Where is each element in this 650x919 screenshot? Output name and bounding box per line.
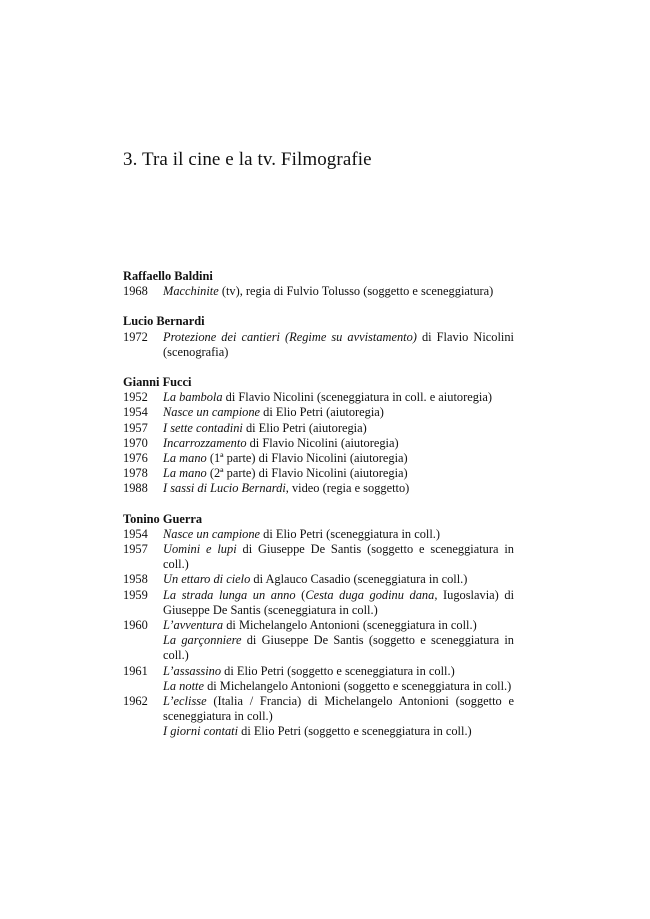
- entry-year: 1976: [123, 451, 148, 466]
- entry-text: di Flavio Nicolini (sceneggiatura in coll. e aiutoregia): [222, 390, 492, 405]
- person-name: Tonino Guerra: [123, 511, 203, 526]
- entry-year: 1954: [123, 526, 148, 541]
- filmography-list: [123, 269, 514, 755]
- entry-year: 1954: [123, 405, 148, 420]
- entry-year: 1960: [123, 618, 148, 633]
- filmography-entry: [123, 390, 514, 405]
- entry-description: [163, 330, 514, 360]
- entry-year: 1957: [123, 542, 148, 557]
- entry-text: di Flavio Nicolini (aiutoregia): [246, 435, 399, 450]
- film-title: Cesta duga godinu dana: [305, 587, 435, 602]
- entry-description: [163, 572, 514, 587]
- entry-year: 1957: [123, 420, 148, 435]
- entry-description: [163, 664, 514, 679]
- entry-year: 1958: [123, 572, 148, 587]
- filmography-entry: [123, 405, 514, 420]
- entry-text: , Iugoslavia) di Giuseppe De Santis (sceneggiatura in coll.): [163, 587, 515, 617]
- filmography-entry: [123, 527, 514, 542]
- film-title: La mano: [163, 451, 207, 466]
- film-title: La strada lunga un anno: [163, 587, 296, 602]
- film-title: L’eclisse: [163, 694, 207, 709]
- entry-year: 1952: [123, 390, 148, 405]
- film-title: La mano: [163, 466, 207, 481]
- entry-description: [163, 421, 514, 436]
- film-title: Incarrozzamento: [163, 435, 247, 450]
- person-section: [123, 269, 514, 299]
- entry-description: [163, 542, 514, 572]
- film-title: Nasce un campione: [163, 526, 261, 541]
- entry-text: (Italia / Francia) di Michelangelo Antonioni (soggetto e sceneggiatura in coll.): [163, 694, 514, 724]
- filmography-entry: [123, 481, 514, 496]
- film-title: Uomini e lupi: [163, 542, 237, 557]
- entry-description: [123, 724, 514, 739]
- film-title: L’assassino: [163, 663, 222, 678]
- entry-text: di Giuseppe De Santis (soggetto e sceneggiatura in coll.): [163, 542, 514, 572]
- entry-text: (1ª parte) di Flavio Nicolini (aiutoregia): [206, 451, 408, 466]
- entry-year: 1961: [123, 663, 148, 678]
- entry-text: (tv), regia di Fulvio Tolusso (soggetto e sceneggiatura): [218, 284, 494, 299]
- person-name: Raffaello Baldini: [123, 269, 213, 283]
- entry-description: [163, 390, 514, 405]
- filmography-entry: [123, 618, 514, 633]
- filmography-entry: [123, 542, 514, 572]
- filmography-entry: [123, 664, 514, 679]
- entry-text: di Aglauco Casadio (sceneggiatura in coll.): [250, 572, 468, 587]
- entry-text: di Giuseppe De Santis (soggetto e sceneggiatura in coll.): [163, 633, 514, 663]
- filmography-entry: [123, 588, 514, 618]
- filmography-entry: [123, 451, 514, 466]
- entry-text: di Elio Petri (soggetto e sceneggiatura in coll.): [221, 663, 455, 678]
- film-title: Nasce un campione: [163, 405, 261, 420]
- entry-description: [123, 633, 514, 663]
- film-title: Un ettaro di cielo: [163, 572, 251, 587]
- entry-text: di Elio Petri (soggetto e sceneggiatura in coll.): [238, 724, 472, 739]
- film-title: La bambola: [163, 390, 223, 405]
- entry-text: di Michelangelo Antonioni (sceneggiatura in coll.): [223, 618, 477, 633]
- entry-text: , video (regia e soggetto): [285, 481, 410, 496]
- entry-year: 1970: [123, 435, 148, 450]
- film-title: I sette contadini: [163, 420, 243, 435]
- entry-year: 1978: [123, 466, 148, 481]
- entry-description: [163, 527, 514, 542]
- person-section: [123, 375, 514, 497]
- person-name: Lucio Bernardi: [123, 314, 205, 329]
- entry-description: [163, 451, 514, 466]
- entry-year: 1972: [123, 329, 148, 344]
- filmography-entry: [123, 724, 514, 739]
- filmography-entry: [123, 466, 514, 481]
- film-title: La notte: [163, 678, 204, 693]
- filmography-entry: [123, 284, 514, 299]
- filmography-entry: [123, 694, 514, 724]
- entry-text: di Elio Petri (aiutoregia): [260, 405, 384, 420]
- person-name: Gianni Fucci: [123, 375, 192, 390]
- entry-description: [163, 481, 514, 496]
- entry-text: di Elio Petri (sceneggiatura in coll.): [260, 526, 441, 541]
- entry-description: [163, 588, 514, 618]
- film-title: I sassi di Lucio Bernardi: [163, 481, 286, 496]
- person-section: [123, 314, 514, 360]
- person-section: [123, 512, 514, 740]
- entry-text: (2ª parte) di Flavio Nicolini (aiutoregia): [206, 466, 408, 481]
- entry-year: 1968: [123, 284, 148, 299]
- entry-text: (: [295, 587, 306, 602]
- filmography-entry: [123, 679, 514, 694]
- filmography-entry: [123, 421, 514, 436]
- entry-description: [163, 694, 514, 724]
- entry-description: [163, 436, 514, 451]
- film-title: I giorni contati: [163, 724, 239, 739]
- filmography-entry: [123, 633, 514, 663]
- film-title: Protezione dei cantieri (Regime su avvistamento): [163, 329, 417, 344]
- entry-text: di Elio Petri (aiutoregia): [242, 420, 367, 435]
- entry-text: di Flavio Nicolini (scenografia): [163, 329, 514, 359]
- entry-description: [123, 679, 514, 694]
- entry-description: [163, 618, 514, 633]
- film-title: Macchinite: [163, 284, 219, 299]
- film-title: La garçonniere: [163, 633, 242, 648]
- entry-year: 1962: [123, 694, 148, 709]
- filmography-entry: [123, 572, 514, 587]
- filmography-entry: [123, 330, 514, 360]
- entry-description: [163, 284, 514, 299]
- entry-description: [163, 466, 514, 481]
- entry-year: 1959: [123, 587, 148, 602]
- chapter-title: 3. Tra il cine e la tv. Filmografie: [123, 149, 372, 170]
- entry-description: [163, 405, 514, 420]
- filmography-entry: [123, 436, 514, 451]
- film-title: L’avventura: [163, 618, 224, 633]
- entry-year: 1988: [123, 481, 148, 496]
- entry-text: di Michelangelo Antonioni (soggetto e sceneggiatura in coll.): [203, 678, 512, 693]
